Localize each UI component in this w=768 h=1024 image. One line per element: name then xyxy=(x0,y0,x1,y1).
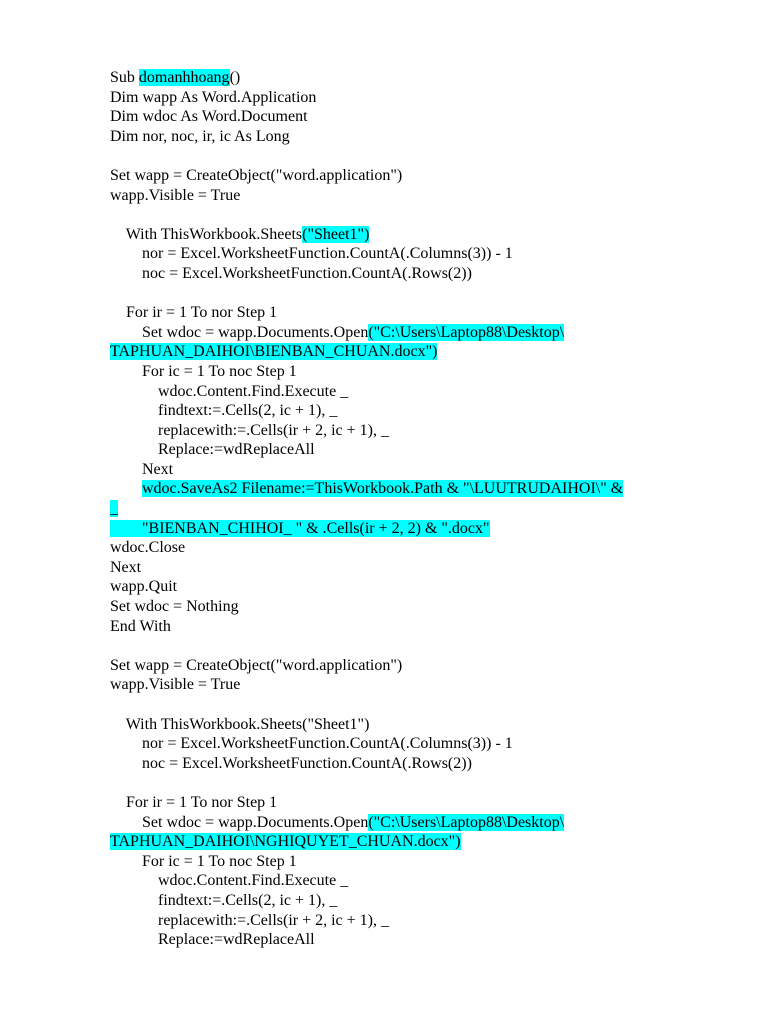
code-text: Dim nor, noc, ir, ic As Long xyxy=(110,127,290,145)
code-line xyxy=(110,715,710,735)
code-line xyxy=(110,675,710,695)
code-text: Set wdoc = wapp.Documents.Open xyxy=(110,813,369,831)
code-line xyxy=(110,303,710,323)
code-text: Next xyxy=(110,460,174,478)
code-line xyxy=(110,911,710,931)
code-line xyxy=(110,577,710,597)
code-text: Replace:=wdReplaceAll xyxy=(110,441,315,459)
code-line xyxy=(110,421,710,441)
code-line xyxy=(110,127,710,147)
code-text: Set wapp = CreateObject("word.application") xyxy=(110,656,403,674)
code-text: Set wdoc = Nothing xyxy=(110,598,239,616)
code-line xyxy=(110,891,710,911)
code-text: Dim wdoc As Word.Document xyxy=(110,108,308,126)
code-line xyxy=(110,773,710,793)
code-text: For ic = 1 To noc Step 1 xyxy=(110,852,297,870)
code-line xyxy=(110,479,710,499)
code-line xyxy=(110,597,710,617)
code-text: wapp.Visible = True xyxy=(110,186,241,204)
code-line xyxy=(110,323,710,343)
code-line xyxy=(110,832,710,852)
code-text: End With xyxy=(110,617,171,635)
code-line xyxy=(110,656,710,676)
code-line xyxy=(110,264,710,284)
code-line xyxy=(110,244,710,264)
code-text: Next xyxy=(110,558,142,576)
code-text: wapp.Visible = True xyxy=(110,676,241,694)
highlighted-code-text: _ xyxy=(110,500,118,518)
code-text: For ir = 1 To nor Step 1 xyxy=(110,304,278,322)
code-text: Sub xyxy=(110,69,139,86)
code-line xyxy=(110,636,710,656)
code-text: wdoc.Content.Find.Execute _ xyxy=(110,872,349,890)
code-text: findtext:=.Cells(2, ic + 1), _ xyxy=(110,402,338,420)
code-line xyxy=(110,499,710,519)
code-text: () xyxy=(229,69,241,86)
code-text: nor = Excel.WorksheetFunction.CountA(.Columns(3)) - 1 xyxy=(110,735,513,753)
highlighted-code-text: ("C:\Users\Laptop88\Desktop\ xyxy=(368,323,565,341)
code-line xyxy=(110,284,710,304)
highlighted-code-text: TAPHUAN_DAIHOI\BIENBAN_CHUAN.docx") xyxy=(110,343,438,361)
code-text: noc = Excel.WorksheetFunction.CountA(.Rows(2)) xyxy=(110,754,472,772)
code-line xyxy=(110,813,710,833)
code-text: replacewith:=.Cells(ir + 2, ic + 1), _ xyxy=(110,421,390,439)
vba-code-block xyxy=(110,68,710,950)
code-line xyxy=(110,734,710,754)
code-line xyxy=(110,695,710,715)
code-line xyxy=(110,166,710,186)
code-text: With ThisWorkbook.Sheets xyxy=(110,225,303,243)
code-text: For ir = 1 To nor Step 1 xyxy=(110,793,278,811)
code-text: Replace:=wdReplaceAll xyxy=(110,931,315,949)
code-line xyxy=(110,871,710,891)
code-line xyxy=(110,146,710,166)
code-line xyxy=(110,754,710,774)
code-line xyxy=(110,617,710,637)
code-line xyxy=(110,460,710,480)
code-line xyxy=(110,107,710,127)
code-line xyxy=(110,88,710,108)
code-line xyxy=(110,68,710,88)
code-line xyxy=(110,852,710,872)
code-text: Set wapp = CreateObject("word.application") xyxy=(110,166,403,184)
code-line xyxy=(110,519,710,539)
code-text: Dim wapp As Word.Application xyxy=(110,88,317,106)
code-line xyxy=(110,382,710,402)
code-line xyxy=(110,558,710,578)
highlighted-code-text: ("Sheet1") xyxy=(302,225,370,243)
code-text: nor = Excel.WorksheetFunction.CountA(.Columns(3)) - 1 xyxy=(110,245,513,263)
code-line xyxy=(110,362,710,382)
code-text: replacewith:=.Cells(ir + 2, ic + 1), _ xyxy=(110,911,390,929)
code-text: findtext:=.Cells(2, ic + 1), _ xyxy=(110,891,338,909)
code-line xyxy=(110,440,710,460)
code-text: wapp.Quit xyxy=(110,578,178,596)
code-line xyxy=(110,930,710,950)
code-text: wdoc.Content.Find.Execute _ xyxy=(110,382,349,400)
highlighted-code-text: "BIENBAN_CHIHOI_ " & .Cells(ir + 2, 2) & ".docx" xyxy=(110,519,490,537)
highlighted-code-text: TAPHUAN_DAIHOI\NGHIQUYET_CHUAN.docx") xyxy=(110,833,461,851)
code-text: With ThisWorkbook.Sheets("Sheet1") xyxy=(110,715,370,733)
code-text xyxy=(110,480,142,497)
highlighted-code-text: ("C:\Users\Laptop88\Desktop\ xyxy=(368,813,565,831)
highlighted-code-text: wdoc.SaveAs2 Filename:=ThisWorkbook.Path & "\LUUTRUDAIHOI\" & xyxy=(142,480,624,498)
code-text: wdoc.Close xyxy=(110,539,186,557)
code-line xyxy=(110,205,710,225)
code-line xyxy=(110,225,710,245)
code-line xyxy=(110,401,710,421)
code-line xyxy=(110,342,710,362)
code-line xyxy=(110,538,710,558)
highlighted-code-text: domanhhoang xyxy=(138,69,230,86)
code-text: For ic = 1 To noc Step 1 xyxy=(110,362,297,380)
code-line xyxy=(110,793,710,813)
code-line xyxy=(110,186,710,206)
code-text: noc = Excel.WorksheetFunction.CountA(.Rows(2)) xyxy=(110,264,472,282)
code-text: Set wdoc = wapp.Documents.Open xyxy=(110,323,369,341)
